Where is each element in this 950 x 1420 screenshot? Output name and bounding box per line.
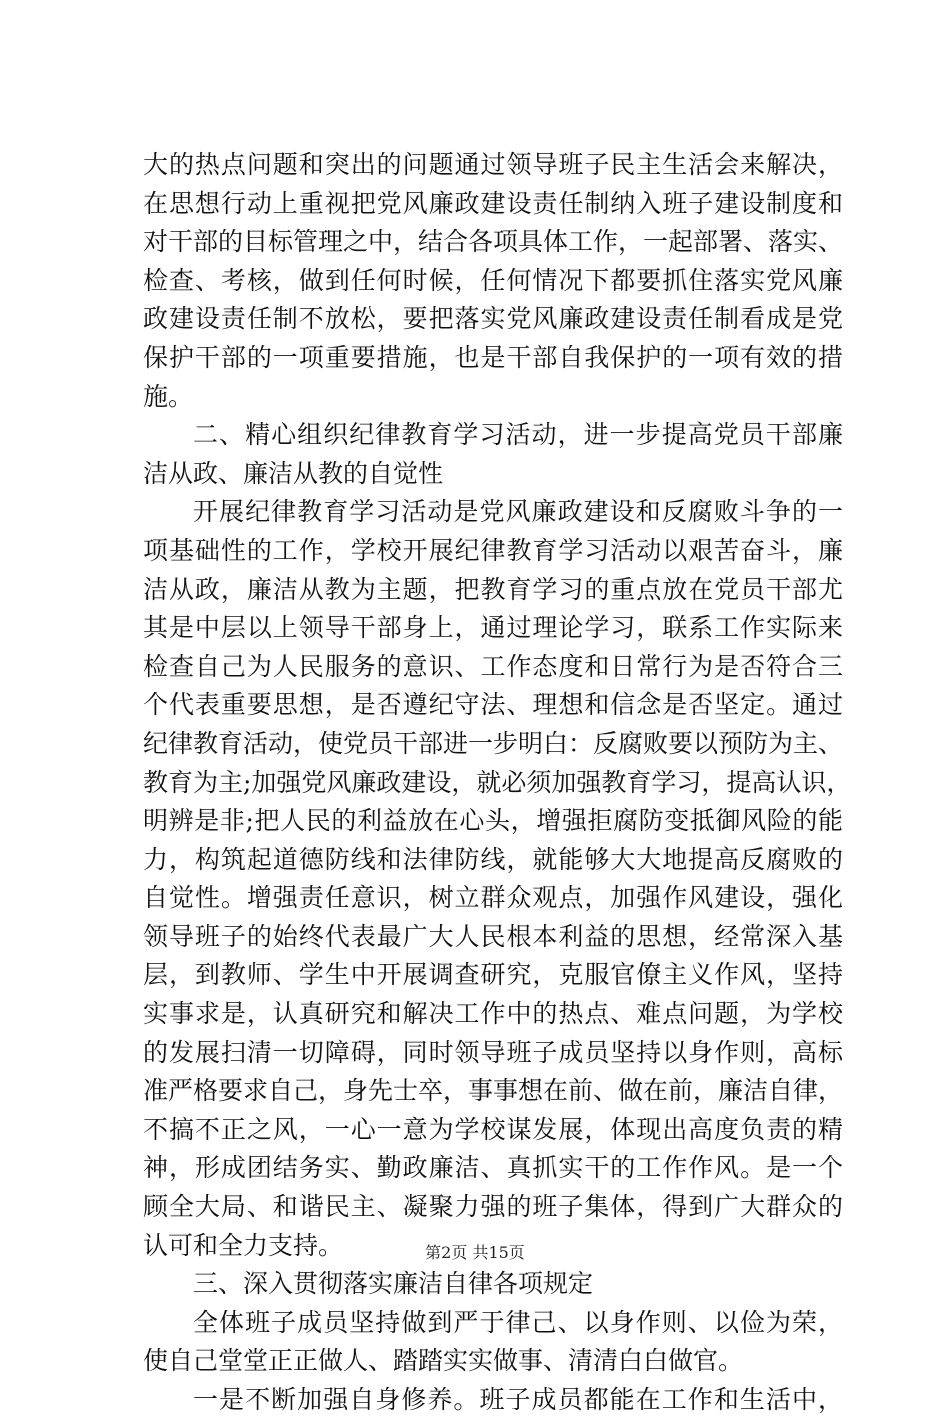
- text-line: 的发展扫清一切障碍，同时领导班子成员坚持以身作则，高标: [143, 1037, 843, 1067]
- text-line: 实事求是，认真研究和解决工作中的热点、难点问题，为学校: [143, 999, 843, 1029]
- section-heading-line: 二、精心组织纪律教育学习活动，进一步提高党员干部廉: [193, 420, 843, 450]
- document-body: [143, 146, 852, 1420]
- text-line: 检查自己为人民服务的意识、工作态度和日常行为是否符合三: [143, 651, 843, 681]
- text-line: 使自己堂堂正正做人、踏踏实实做事、清清白白做官。: [143, 1346, 744, 1376]
- text-line: 领导班子的始终代表最广大人民根本利益的思想，经常深入基: [143, 921, 843, 951]
- section-heading-line: 三、深入贯彻落实廉洁自律各项规定: [193, 1269, 594, 1299]
- section-heading-line: 洁从政、廉洁从教的自觉性: [143, 458, 444, 488]
- text-line: 认可和全力支持。: [143, 1230, 344, 1260]
- text-line: 准严格要求自己，身先士卒，事事想在前、做在前，廉洁自律，: [143, 1076, 844, 1106]
- page-number-footer: 第2页 共15页: [425, 1243, 525, 1262]
- text-line: 施。: [143, 381, 194, 411]
- text-line: 纪律教育活动，使党员干部进一步明白：反腐败要以预防为主、: [143, 728, 844, 758]
- paragraph-first-line: 全体班子成员坚持做到严于律己、以身作则、以俭为荣，: [193, 1307, 843, 1337]
- text-line: 神，形成团结务实、勤政廉洁、真抓实干的工作作风。是一个: [143, 1153, 843, 1183]
- paragraph-first-line: 开展纪律教育学习活动是党风廉政建设和反腐败斗争的一: [193, 497, 843, 527]
- text-line: 明辨是非;把人民的利益放在心头，增强拒腐防变抵御风险的能: [143, 806, 843, 836]
- text-line: 层，到教师、学生中开展调查研究，克服官僚主义作风，坚持: [143, 960, 843, 990]
- text-line: 教育为主;加强党风廉政建设，就必须加强教育学习，提高认识，: [143, 767, 852, 797]
- paragraph-first-line: 一是不断加强自身修养。班子成员都能在工作和生活中，: [193, 1385, 843, 1414]
- text-line: 顾全大局、和谐民主、凝聚力强的班子集体，得到广大群众的: [143, 1192, 843, 1222]
- text-line: 个代表重要思想，是否遵纪守法、理想和信念是否坚定。通过: [143, 690, 843, 720]
- text-line: 大的热点问题和突出的问题通过领导班子民主生活会来解决，: [143, 150, 843, 179]
- text-line: 不搞不正之风，一心一意为学校谋发展，体现出高度负责的精: [143, 1114, 843, 1144]
- text-line: 力，构筑起道德防线和法律防线，就能够大大地提高反腐败的: [143, 844, 843, 874]
- text-line: 洁从政，廉洁从教为主题，把教育学习的重点放在党员干部尤: [143, 574, 843, 604]
- text-line: 其是中层以上领导干部身上，通过理论学习，联系工作实际来: [143, 613, 843, 643]
- text-line: 在思想行动上重视把党风廉政建设责任制纳入班子建设制度和: [143, 188, 843, 218]
- text-line: 项基础性的工作，学校开展纪律教育学习活动以艰苦奋斗，廉: [143, 535, 843, 565]
- text-line: 自觉性。增强责任意识，树立群众观点，加强作风建设，强化: [143, 883, 843, 913]
- text-line: 对干部的目标管理之中，结合各项具体工作，一起部署、落实、: [143, 227, 844, 257]
- text-line: 政建设责任制不放松，要把落实党风廉政建设责任制看成是党: [143, 304, 843, 334]
- text-line: 检查、考核，做到任何时候，任何情况下都要抓住落实党风廉: [143, 265, 843, 295]
- text-line: 保护干部的一项重要措施，也是干部自我保护的一项有效的措: [143, 342, 843, 372]
